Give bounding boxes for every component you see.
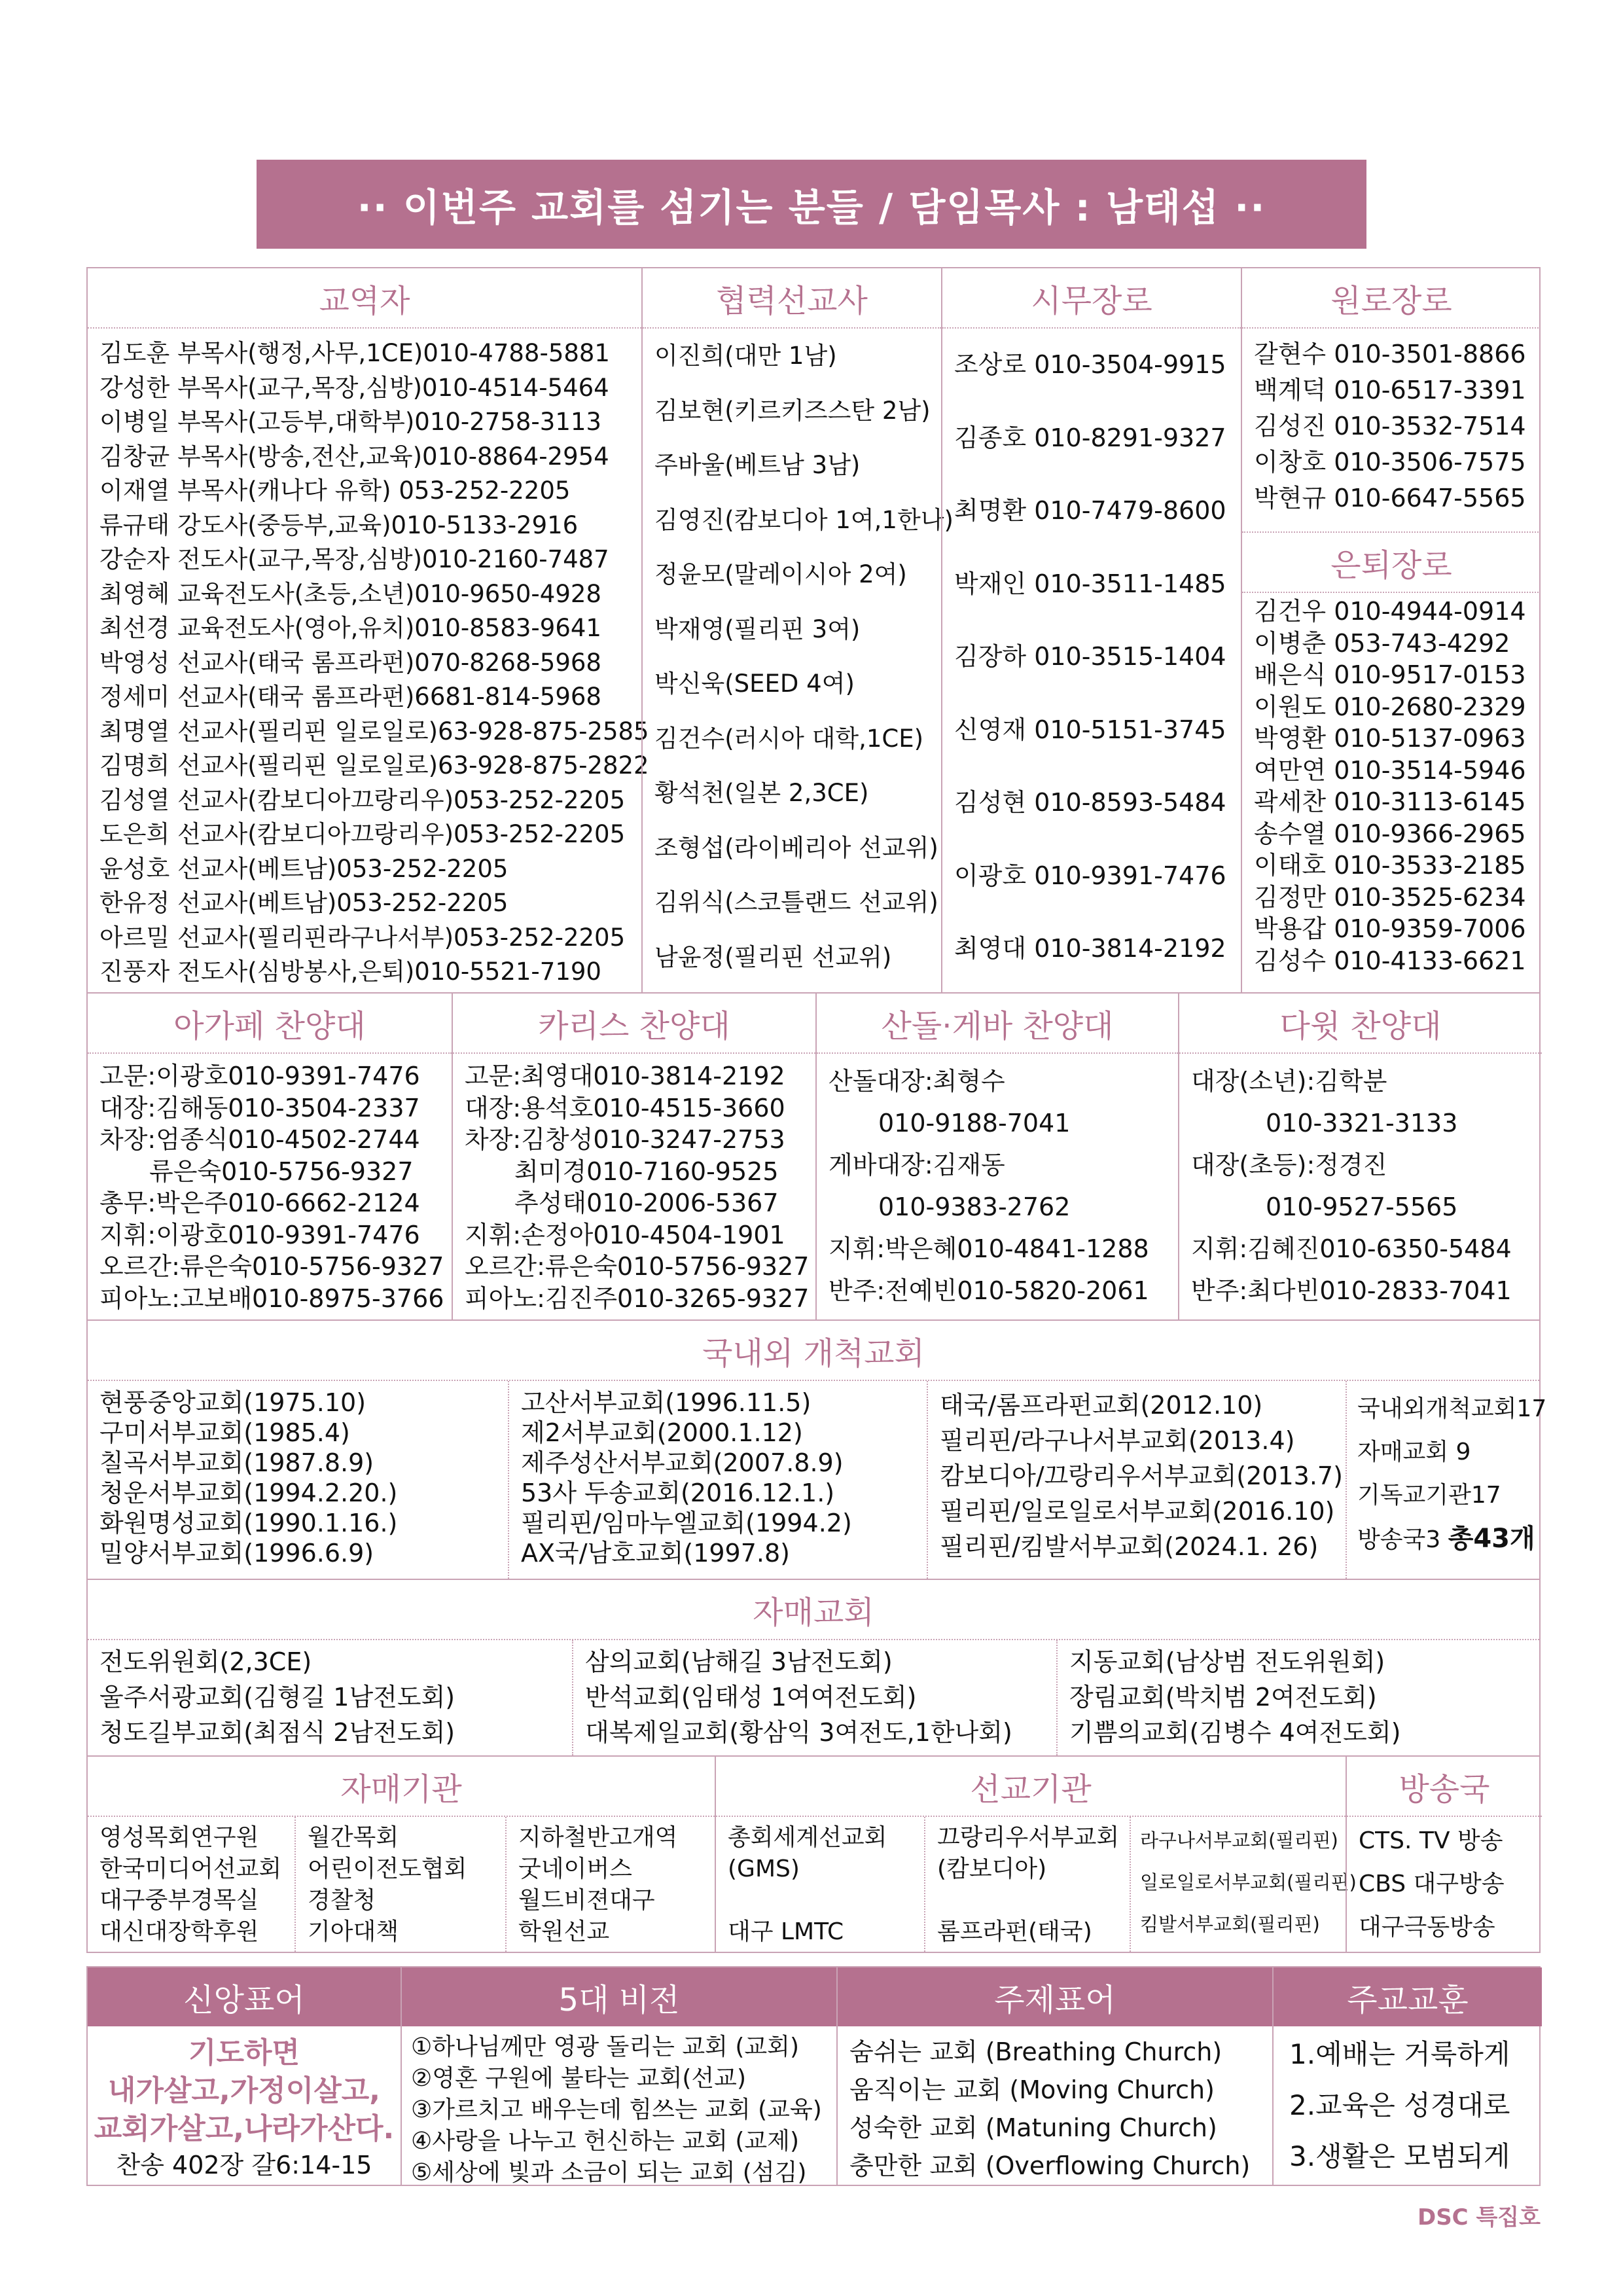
elder-entry: 김장하 010-3515-1404 bbox=[954, 642, 1226, 671]
coop-missionary-entry: 박신욱(SEED 4여) bbox=[654, 670, 855, 698]
elder-entry: 최명환 010-7479-8600 bbox=[954, 496, 1226, 525]
minister-entry: 한유정 선교사(베트남)053-252-2205 bbox=[99, 889, 508, 917]
minister-entry: 강순자 전도사(교구,목장,심방)010-2160-7487 bbox=[99, 545, 609, 573]
mission-group bbox=[715, 1757, 1357, 1952]
broadcast-entry: 대구극동방송 bbox=[1359, 1914, 1495, 1941]
minister-entry: 윤성호 선교사(베트남)053-252-2205 bbox=[99, 854, 508, 883]
broadcast-header: 방송국 bbox=[1347, 1757, 1542, 1817]
sister-church-entry: 청도길부교회(최점식 2남전도회) bbox=[99, 1718, 455, 1747]
minister-entry: 최영혜 교육전도사(초등,소년)010-9650-4928 bbox=[99, 579, 601, 608]
coop-missionary-entry: 박재영(필리핀 3여) bbox=[654, 615, 861, 643]
plant-church-entry: AX국/남호교회(1997.8) bbox=[521, 1539, 790, 1568]
mission-org-entry bbox=[937, 1885, 1119, 1916]
retired-elder-entry: 이태호 010-3533-2185 bbox=[1254, 851, 1526, 880]
vision-entry: ①하나님께만 영광 돌리는 교회 (교회) bbox=[411, 2034, 800, 2060]
plant-church-entry: 고산서부교회(1996.11.5) bbox=[521, 1388, 812, 1417]
choirs-section bbox=[86, 994, 1541, 1321]
retired-elder-entry: 박영환 010-5137-0963 bbox=[1254, 724, 1526, 753]
choir-entry: 산돌대장:최형수 bbox=[829, 1067, 1005, 1096]
elder-entry: 조상로 010-3504-9915 bbox=[954, 350, 1226, 379]
school-header: 주교교훈 bbox=[1274, 1967, 1542, 2026]
emeritus-elder-entry: 갈현수 010-3501-8866 bbox=[1254, 340, 1526, 368]
sister-church-entry: 전도위원회(2,3CE) bbox=[99, 1647, 312, 1676]
retired-elder-entry: 김성수 010-4133-6621 bbox=[1254, 946, 1526, 975]
coop-column bbox=[641, 268, 954, 992]
choir-column bbox=[815, 994, 1178, 1319]
choir-header: 산돌·게바 찬양대 bbox=[817, 994, 1178, 1054]
plant-church-entry: 제2서부교회(2000.1.12) bbox=[521, 1418, 803, 1447]
choir-entry: 010-9527-5565 bbox=[1191, 1193, 1458, 1221]
minister-entry: 류규태 강도사(중등부,교육)010-5133-2916 bbox=[99, 511, 579, 539]
faith-header: 신앙표어 bbox=[88, 1967, 401, 2026]
sister-church-entry: 기쁨의교회(김병수 4여전도회) bbox=[1069, 1718, 1401, 1747]
sister-org-entry: 학원선교 bbox=[518, 1918, 610, 1945]
choir-entry: 최미경010-7160-9525 bbox=[465, 1157, 779, 1186]
choir-entry: 고문:이광호010-9391-7476 bbox=[99, 1062, 420, 1090]
vision-entry: ③가르치고 배우는데 힘쓰는 교회 (교육) bbox=[411, 2096, 822, 2123]
sister-church-entry: 삼의교회(남해길 3남전도회) bbox=[585, 1647, 893, 1676]
sister-org-entry: 대신대장학후원 bbox=[99, 1918, 259, 1945]
elders-column bbox=[941, 268, 1241, 992]
vision-box bbox=[401, 1967, 836, 2185]
orgs-group bbox=[88, 1757, 715, 1952]
retired-elder-entry: 이원도 010-2680-2329 bbox=[1254, 692, 1526, 721]
choir-entry: 류은숙010-5756-9327 bbox=[99, 1157, 414, 1186]
choir-entry: 고문:최영대010-3814-2192 bbox=[465, 1062, 785, 1090]
plant-church-entry: 현풍중앙교회(1975.10) bbox=[99, 1388, 366, 1417]
minister-entry: 이재열 부목사(캐나다 유학) 053-252-2205 bbox=[99, 476, 571, 505]
faith-box bbox=[88, 1967, 401, 2185]
faith-hymn: 찬송 402장 갈6:14-15 bbox=[116, 2151, 372, 2179]
elders-list bbox=[942, 329, 1241, 986]
ministers-column bbox=[88, 268, 649, 992]
sister-church-entry: 지동교회(남상범 전도위원회) bbox=[1069, 1647, 1385, 1676]
theme-entry: 숨쉬는 교회 (Breathing Church) bbox=[849, 2037, 1222, 2066]
sister-org-entry: 월드비젼대구 bbox=[518, 1887, 655, 1914]
mission-header: 선교기관 bbox=[716, 1757, 1346, 1817]
choir-entry: 총무:박은주010-6662-2124 bbox=[99, 1189, 420, 1217]
minister-entry: 김창균 부목사(방송,전산,교육)010-8864-2954 bbox=[99, 442, 609, 471]
minister-entry: 김도훈 부목사(행정,사무,1CE)010-4788-5881 bbox=[99, 339, 610, 367]
retired-elder-entry: 박용갑 010-9359-7006 bbox=[1254, 914, 1526, 943]
school-motto-entry: 1.예배는 거룩하게 bbox=[1289, 2038, 1510, 2070]
minister-entry: 진풍자 전도사(심방봉사,은퇴)010-5521-7190 bbox=[99, 958, 601, 986]
ministers-header: 교역자 bbox=[88, 268, 641, 329]
choir-entry: 지휘:손정아010-4504-1901 bbox=[465, 1220, 785, 1249]
retired-elder-entry: 이병춘 053-743-4292 bbox=[1254, 628, 1510, 658]
coop-missionary-entry: 남윤정(필리핀 선교위) bbox=[654, 942, 892, 971]
choir-entry: 대장(소년):김학분 bbox=[1191, 1067, 1387, 1096]
faith-motto-line: 기도하면 bbox=[188, 2036, 300, 2070]
sister-header: 자매교회 bbox=[88, 1580, 1539, 1640]
mission-org-entry: (캄보디아) bbox=[937, 1856, 1047, 1882]
sister-org-entry: 경찰청 bbox=[308, 1887, 376, 1914]
retired-header: 은퇴장로 bbox=[1242, 533, 1541, 593]
sister-section bbox=[86, 1580, 1541, 1757]
retired-elder-entry: 김정만 010-3525-6234 bbox=[1254, 882, 1526, 912]
coop-missionary-entry: 정윤모(말레이시아 2여) bbox=[654, 560, 907, 588]
choir-entry: 지휘:김혜진010-6350-5484 bbox=[1191, 1234, 1512, 1263]
mission-org-entry: 일로일로서부교회(필리핀) bbox=[1140, 1871, 1357, 1893]
plant-church-entry: 칠곡서부교회(1987.8.9) bbox=[99, 1448, 374, 1477]
faith-motto-line: 교회가살고,나라가산다. bbox=[94, 2112, 395, 2145]
school-motto-entry: 2.교육은 성경대로 bbox=[1289, 2089, 1510, 2121]
plants-section bbox=[86, 1321, 1547, 1580]
minister-entry: 김명희 선교사(필리핀 일로일로)63-928-875-2822 bbox=[99, 751, 649, 780]
coop-missionary-entry: 김건수(러시아 대학,1CE) bbox=[654, 724, 924, 753]
choir-entry: 추성태010-2006-5367 bbox=[465, 1189, 779, 1217]
choir-header: 아가페 찬양대 bbox=[88, 994, 452, 1054]
emeritus-column bbox=[1241, 268, 1541, 992]
choir-column bbox=[88, 994, 452, 1319]
minister-entry: 박영성 선교사(태국 롬프라펀)070-8268-5968 bbox=[99, 648, 601, 677]
choir-entry: 오르간:류은숙010-5756-9327 bbox=[465, 1252, 810, 1281]
mission-org-entry: 대구 LMTC bbox=[728, 1918, 844, 1945]
ministers-list bbox=[88, 329, 649, 990]
minister-entry: 강성한 부목사(교구,목장,심방)010-4514-5464 bbox=[99, 373, 609, 402]
plants-col-4 bbox=[1346, 1381, 1547, 1579]
broadcast-entry: CBS 대구방송 bbox=[1359, 1871, 1505, 1897]
motto-section bbox=[86, 1966, 1541, 2186]
mission-org-entry: 총회세계선교회 bbox=[728, 1824, 887, 1851]
minister-entry: 이병일 부목사(고등부,대학부)010-2758-3113 bbox=[99, 408, 601, 436]
emeritus-elder-entry: 김성진 010-3532-7514 bbox=[1254, 412, 1526, 440]
theme-entry: 충만한 교회 (Overflowing Church) bbox=[849, 2151, 1251, 2180]
sister-col-2 bbox=[572, 1640, 1056, 1755]
page-banner: ·· 이번주 교회를 섬기는 분들 / 담임목사 : 남태섭 ·· bbox=[257, 160, 1366, 249]
theme-entry: 움직이는 교회 (Moving Church) bbox=[849, 2075, 1215, 2104]
sister-org-entry: 어린이전도협회 bbox=[308, 1856, 467, 1882]
coop-missionary-entry: 황석천(일본 2,3CE) bbox=[654, 779, 869, 807]
coop-list bbox=[643, 329, 954, 984]
retired-elder-entry: 곽세찬 010-3113-6145 bbox=[1254, 787, 1526, 816]
coop-missionary-entry: 주바울(베트남 3남) bbox=[654, 451, 861, 479]
sister-org-entry: 월간목회 bbox=[308, 1824, 399, 1851]
plant-church-entry: 구미서부교회(1985.4) bbox=[99, 1418, 350, 1447]
plant-church-entry: 캄보디아/끄랑리우서부교회(2013.7) bbox=[940, 1462, 1343, 1490]
plant-church-entry: 필리핀/라구나서부교회(2013.4) bbox=[940, 1426, 1295, 1455]
sister-org-entry: 굿네이버스 bbox=[518, 1856, 632, 1882]
plant-church-entry: 53사 두송교회(2016.12.1.) bbox=[521, 1479, 835, 1507]
plant-church-entry: 필리핀/임마누엘교회(1994.2) bbox=[521, 1509, 852, 1537]
minister-entry: 최선경 교육전도사(영아,유치)010-8583-9641 bbox=[99, 614, 601, 642]
elder-entry: 김종호 010-8291-9327 bbox=[954, 423, 1226, 452]
sister-org-entry: 한국미디어선교회 bbox=[99, 1856, 282, 1882]
plant-church-entry: 밀양서부교회(1996.6.9) bbox=[99, 1539, 374, 1568]
vision-entry: ④사랑을 나누고 헌신하는 교회 (교제) bbox=[411, 2128, 800, 2155]
coop-missionary-entry: 김영진(캄보디아 1여,1한나) bbox=[654, 505, 954, 534]
broadcast-group bbox=[1346, 1757, 1542, 1952]
emeritus-header: 원로장로 bbox=[1242, 268, 1541, 329]
choir-entry: 010-9188-7041 bbox=[829, 1109, 1071, 1138]
broadcast-entry: CTS. TV 방송 bbox=[1359, 1827, 1503, 1854]
mission-org-entry: 롬프라펀(태국) bbox=[937, 1918, 1092, 1945]
theme-box bbox=[836, 1967, 1272, 2185]
choir-entry: 게바대장:김재동 bbox=[829, 1151, 1005, 1179]
choir-entry: 피아노:고보배010-8975-3766 bbox=[99, 1283, 444, 1313]
sister-org-entry: 대구중부경목실 bbox=[99, 1887, 259, 1914]
plant-summary-entry: 국내외개척교회17 bbox=[1357, 1395, 1547, 1422]
sister-church-entry: 대복제일교회(황삼익 3여전도,1한나회) bbox=[585, 1718, 1012, 1747]
minister-entry: 아르밀 선교사(필리핀라구나서부)053-252-2205 bbox=[99, 923, 626, 952]
choir-entry: 피아노:김진주010-3265-9327 bbox=[465, 1283, 810, 1313]
plant-summary-entry: 방송국3 bbox=[1357, 1526, 1448, 1553]
choir-entry: 대장(초등):정경진 bbox=[1191, 1151, 1387, 1179]
choir-entry: 대장:김해동010-3504-2337 bbox=[99, 1093, 420, 1122]
choir-header: 다윗 찬양대 bbox=[1179, 994, 1542, 1054]
plant-summary-entry: 자매교회 9 bbox=[1357, 1439, 1471, 1465]
sister-org-entry: 기아대책 bbox=[308, 1918, 399, 1945]
choir-entry: 대장:용석호010-4515-3660 bbox=[465, 1093, 785, 1122]
sister-col-1 bbox=[88, 1640, 572, 1755]
plants-col-1 bbox=[88, 1381, 508, 1579]
vision-entry: ⑤세상에 빛과 소금이 되는 교회 (섬김) bbox=[411, 2159, 807, 2186]
elder-entry: 신영재 010-5151-3745 bbox=[954, 715, 1226, 744]
plants-col-3 bbox=[927, 1381, 1346, 1579]
sister-church-entry: 반석교회(임태성 1여여전도회) bbox=[585, 1683, 917, 1712]
emeritus-elder-entry: 백계덕 010-6517-3391 bbox=[1254, 376, 1526, 404]
sister-org-entry: 지하철반고개역 bbox=[518, 1824, 678, 1851]
elder-entry: 김성현 010-8593-5484 bbox=[954, 788, 1226, 817]
choir-entry: 010-3321-3133 bbox=[1191, 1109, 1458, 1138]
elder-entry: 최영대 010-3814-2192 bbox=[954, 934, 1226, 963]
theme-entry: 성숙한 교회 (Matuning Church) bbox=[849, 2113, 1217, 2142]
retired-list bbox=[1242, 593, 1541, 977]
vision-header: 5대 비전 bbox=[402, 1967, 836, 2026]
plants-header: 국내외 개척교회 bbox=[88, 1321, 1539, 1381]
minister-entry: 김성열 선교사(캄보디아끄랑리우)053-252-2205 bbox=[99, 785, 626, 814]
plant-church-entry: 제주성산서부교회(2007.8.9) bbox=[521, 1448, 844, 1477]
plant-church-entry: 청운서부교회(1994.2.20.) bbox=[99, 1479, 398, 1507]
faith-motto-line: 내가살고,가정이살고, bbox=[108, 2074, 380, 2108]
mission-org-entry bbox=[728, 1885, 914, 1916]
issue-label: DSC 특집호 bbox=[1417, 2204, 1541, 2231]
vision-entry: ②영혼 구원에 불타는 교회(선교) bbox=[411, 2065, 747, 2092]
school-motto-entry: 3.생활은 모범되게 bbox=[1289, 2140, 1510, 2172]
choir-entry: 차장:엄종식010-4502-2744 bbox=[99, 1125, 420, 1154]
emeritus-elder-entry: 박현규 010-6647-5565 bbox=[1254, 484, 1526, 512]
theme-header: 주제표어 bbox=[838, 1967, 1272, 2026]
coop-missionary-entry: 김보현(키르키즈스탄 2남) bbox=[654, 396, 931, 425]
retired-elder-entry: 송수열 010-9366-2965 bbox=[1254, 819, 1526, 848]
sister-church-entry: 울주서광교회(김형길 1남전도회) bbox=[99, 1683, 455, 1712]
sister-church-entry: 장림교회(박치범 2여전도회) bbox=[1069, 1683, 1377, 1712]
choir-entry: 차장:김창성010-3247-2753 bbox=[465, 1125, 785, 1154]
mission-org-entry: 끄랑리우서부교회 bbox=[937, 1824, 1120, 1851]
minister-entry: 정세미 선교사(태국 롬프라펀)6681-814-5968 bbox=[99, 683, 601, 711]
emeritus-elder-entry: 이창호 010-3506-7575 bbox=[1254, 448, 1526, 476]
choir-entry: 지휘:이광호010-9391-7476 bbox=[99, 1220, 420, 1249]
mission-org-entry: 라구나서부교회(필리핀) bbox=[1140, 1829, 1338, 1852]
minister-entry: 도은희 선교사(캄보디아끄랑리우)053-252-2205 bbox=[99, 820, 626, 848]
choir-entry: 010-9383-2762 bbox=[829, 1193, 1071, 1221]
sister-col-3 bbox=[1056, 1640, 1542, 1755]
coop-missionary-entry: 이진희(대만 1남) bbox=[654, 342, 837, 370]
emeritus-list bbox=[1242, 329, 1541, 533]
orgs-section bbox=[86, 1757, 1541, 1953]
choir-entry: 지휘:박은혜010-4841-1288 bbox=[829, 1234, 1149, 1263]
coop-missionary-entry: 조형섭(라이베리아 선교위) bbox=[654, 833, 938, 862]
choir-header: 카리스 찬양대 bbox=[453, 994, 815, 1054]
choir-column bbox=[452, 994, 815, 1319]
plant-summary-total-line bbox=[1357, 1517, 1535, 1562]
minister-entry: 최명열 선교사(필리핀 일로일로)63-928-875-2585 bbox=[99, 717, 649, 745]
retired-elder-entry: 김건우 010-4944-0914 bbox=[1254, 597, 1526, 626]
staff-section bbox=[86, 267, 1541, 994]
retired-elder-entry: 여만연 010-3514-5946 bbox=[1254, 755, 1526, 785]
coop-header: 협력선교사 bbox=[643, 268, 941, 329]
elder-entry: 이광호 010-9391-7476 bbox=[954, 861, 1226, 890]
retired-elder-entry: 배은식 010-9517-0153 bbox=[1254, 660, 1526, 689]
plants-col-2 bbox=[508, 1381, 927, 1579]
school-box bbox=[1272, 1967, 1542, 2185]
plant-summary-entry: 기독교기관17 bbox=[1357, 1482, 1501, 1509]
elder-entry: 박재인 010-3511-1485 bbox=[954, 569, 1226, 598]
choir-entry: 반주:전예빈010-5820-2061 bbox=[829, 1276, 1149, 1305]
mission-org-entry: 킴발서부교회(필리핀) bbox=[1140, 1913, 1320, 1935]
plant-church-entry: 필리핀/킴발서부교회(2024.1. 26) bbox=[940, 1532, 1319, 1561]
plant-church-entry: 필리핀/일로일로서부교회(2016.10) bbox=[940, 1497, 1335, 1526]
choir-entry: 반주:최다빈010-2833-7041 bbox=[1191, 1276, 1512, 1305]
plant-total: 총43개 bbox=[1448, 1524, 1535, 1554]
choir-column bbox=[1178, 994, 1542, 1319]
plant-church-entry: 화원명성교회(1990.1.16.) bbox=[99, 1509, 398, 1537]
plant-church-entry: 태국/롬프라펀교회(2012.10) bbox=[940, 1391, 1263, 1420]
orgs-header: 자매기관 bbox=[88, 1757, 715, 1817]
elders-header: 시무장로 bbox=[942, 268, 1241, 329]
sister-org-entry: 영성목회연구원 bbox=[99, 1824, 259, 1851]
mission-org-entry: (GMS) bbox=[728, 1856, 800, 1882]
coop-missionary-entry: 김위식(스코틀랜드 선교위) bbox=[654, 888, 938, 916]
choir-entry: 오르간:류은숙010-5756-9327 bbox=[99, 1252, 444, 1281]
